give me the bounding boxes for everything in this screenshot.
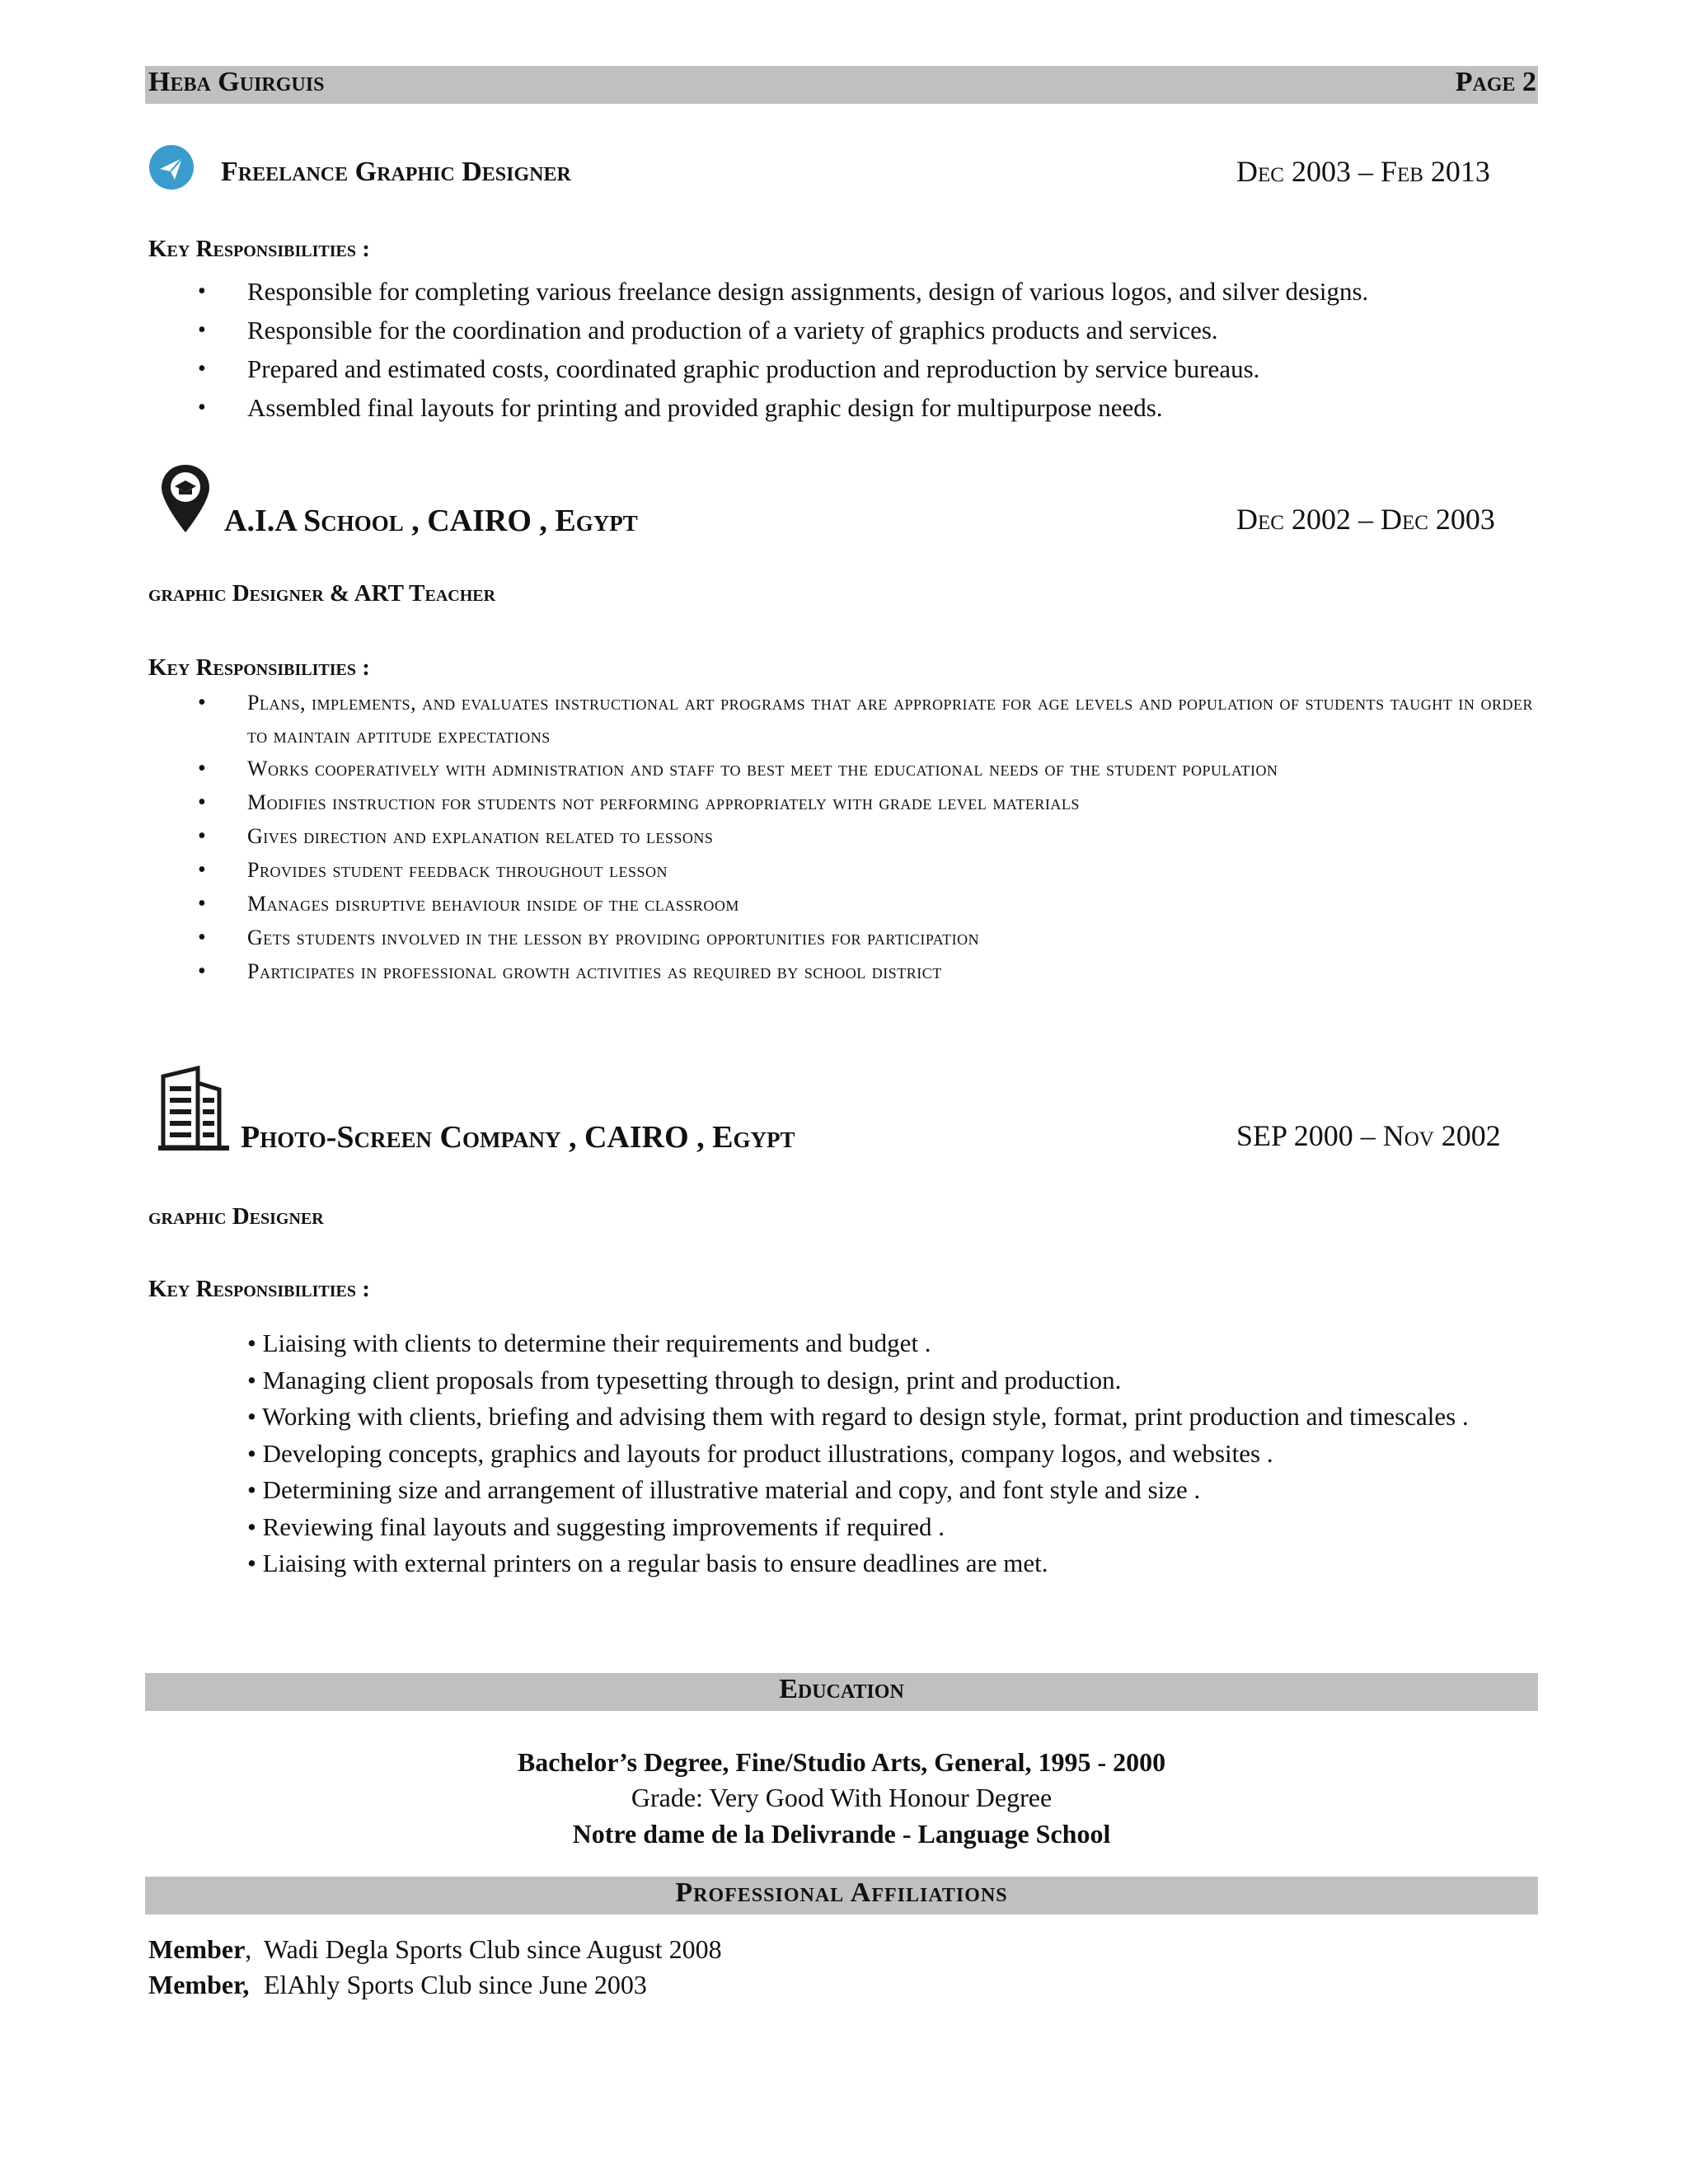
affiliation-text: Wadi Degla Sports Club since August 2008: [264, 1934, 722, 1964]
list-item: • Gets students involved in the lesson by providing opportunities for participation: [247, 921, 1533, 954]
list-item: • Plans, implements, and evaluates instructional art programs that are appropriate for age levels and population of students taught in order to maintain aptitude expectations: [247, 687, 1533, 752]
list-item: • Provides student feedback throughout lesson: [247, 853, 1533, 887]
affiliation-item: [148, 1934, 251, 1965]
job-title-freelance: Freelance Graphic Designer: [221, 157, 571, 187]
list-item: • Works cooperatively with administration and staff to best meet the educational needs of the student population: [247, 752, 1533, 785]
education-degree: Bachelor’s Degree, Fine/Studio Arts, General, 1995 - 2000: [517, 1747, 1166, 1777]
education-grade: Grade: Very Good With Honour Degree: [631, 1783, 1053, 1812]
education-heading: Education: [779, 1674, 904, 1704]
list-item: • Responsible for the coordination and production of a variety of graphics products and services.: [247, 311, 1533, 349]
bullet-icon: •: [198, 857, 207, 883]
list-item: • Liaising with external printers on a regular basis to ensure deadlines are met.: [247, 1549, 1048, 1577]
affiliation-label: Member,: [148, 1970, 250, 1999]
bullet-icon: •: [198, 790, 207, 815]
list-item: • Managing client proposals from typesetting through to design, print and production.: [247, 1365, 1122, 1394]
job-role-photo-screen: graphic Designer: [148, 1203, 324, 1230]
list-item: • Assembled final layouts for printing and provided graphic design for multipurpose needs.: [247, 388, 1533, 427]
affiliations-heading: Professional Affiliations: [675, 1877, 1008, 1908]
bullet-icon: •: [198, 690, 207, 715]
education-school: Notre dame de la Delivrande - Language School: [572, 1819, 1111, 1849]
job-title-aia-school: A.I.A School , CAIRO , Egypt: [224, 504, 638, 538]
freelance-bullet-list: [198, 272, 1533, 427]
bullet-icon: •: [198, 756, 207, 781]
list-item: • Reviewing final layouts and suggesting improvements if required .: [247, 1511, 945, 1541]
list-item: • Gives direction and explanation related to lessons: [247, 819, 1533, 853]
list-item: • Manages disruptive behaviour inside of the classroom: [247, 887, 1533, 921]
job-role-aia-school: graphic Designer & ART Teacher: [148, 580, 496, 607]
key-responsibilities-label: Key Responsibilities :: [148, 236, 370, 262]
list-item: • Liaising with clients to determine their requirements and budget .: [247, 1329, 931, 1357]
affiliation-item: [148, 1970, 249, 2000]
key-responsibilities-label: Key Responsibilities :: [148, 1276, 370, 1302]
list-item: • Developing concepts, graphics and layouts for product illustrations, company logos, and websites .: [247, 1438, 1273, 1468]
photo-screen-bullet-list: [247, 1325, 1533, 1582]
job-dates-aia-school: Dec 2002 – Dec 2003: [1236, 503, 1495, 536]
job-dates-photo-screen: SEP 2000 – Nov 2002: [1236, 1119, 1501, 1152]
list-item: • Modifies instruction for students not performing appropriately with grade level materials: [247, 785, 1533, 819]
affiliation-text: ElAhly Sports Club since June 2003: [264, 1970, 647, 1999]
list-item: • Responsible for completing various freelance design assignments, design of various logos, and silver designs.: [247, 272, 1533, 311]
header-name: Heba Guirguis: [148, 67, 325, 97]
job-title-photo-screen: Photo-Screen Company , CAIRO , Egypt: [241, 1120, 795, 1155]
location-pin-icon: [158, 462, 213, 536]
list-item: • Prepared and estimated costs, coordinated graphic production and reproduction by service bureaus.: [247, 349, 1533, 388]
bullet-icon: •: [198, 395, 206, 420]
bullet-icon: •: [198, 823, 207, 849]
paper-plane-icon: [147, 143, 196, 191]
header-page-number: Page 2: [1455, 67, 1536, 97]
building-icon: [158, 1065, 229, 1152]
bullet-icon: •: [198, 925, 207, 950]
key-responsibilities-label: Key Responsibilities :: [148, 654, 370, 681]
bullet-icon: •: [198, 356, 206, 382]
aia-bullet-list: [198, 687, 1533, 988]
affiliation-separator: ,: [245, 1934, 252, 1964]
list-item: • Working with clients, briefing and advising them with regard to design style, format, print production and timescales .: [247, 1402, 1469, 1431]
bullet-icon: •: [198, 958, 207, 984]
bullet-icon: •: [198, 279, 206, 304]
affiliation-label: Member: [148, 1934, 246, 1964]
list-item: • Determining size and arrangement of illustrative material and copy, and font style and size .: [247, 1475, 1201, 1504]
header-band: [145, 66, 1538, 104]
job-dates-freelance: Dec 2003 – Feb 2013: [1236, 155, 1490, 188]
list-item: • Participates in professional growth activities as required by school district: [247, 954, 1533, 988]
bullet-icon: •: [198, 891, 207, 916]
bullet-icon: •: [198, 317, 206, 343]
